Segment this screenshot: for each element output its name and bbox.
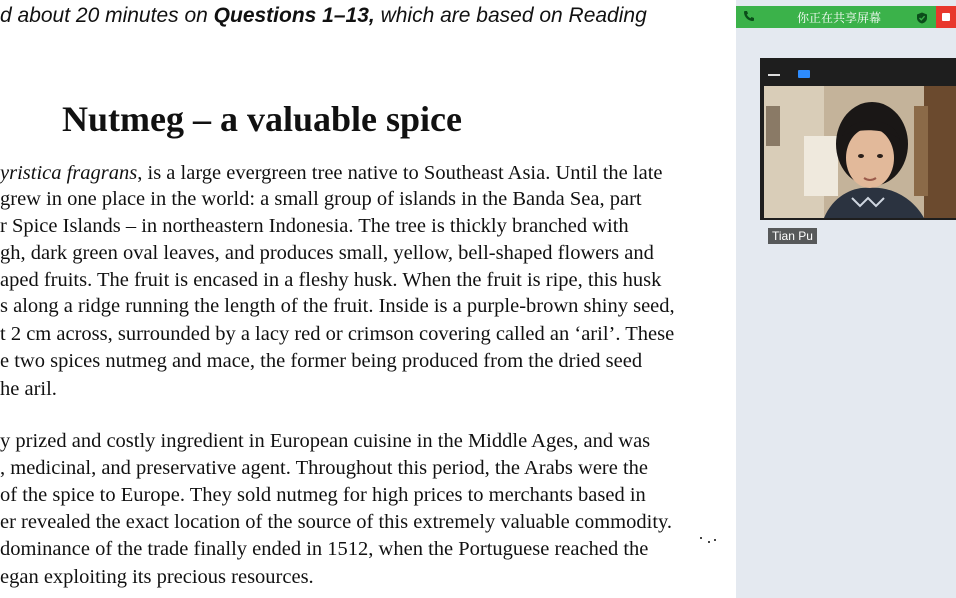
video-panel-toolbar xyxy=(760,58,956,86)
scan-speck xyxy=(714,539,716,541)
paragraph-1-line-4: gh, dark green oval leaves, and produces small, yellow, bell-shaped flowers and xyxy=(0,242,654,264)
stop-share-button[interactable] xyxy=(936,6,956,28)
paragraph-1-line-8: e two spices nutmeg and mace, the former being produced from the dried seed xyxy=(0,350,643,372)
paragraph-1-line-1-text: , is a large evergreen tree native to Southeast Asia. Until the late xyxy=(137,162,663,184)
scan-speck xyxy=(708,541,710,543)
paragraph-1-line-1 xyxy=(0,162,663,185)
passage-title: Nutmeg – a valuable spice xyxy=(62,99,462,139)
paragraph-1-line-6: s along a ridge running the length of the fruit. Inside is a purple-brown shiny seed, xyxy=(0,295,675,317)
paragraph-2-line-4: er revealed the exact location of the source of this extremely valuable commodity. xyxy=(0,511,673,533)
paragraph-2-line-5: dominance of the trade finally ended in 1512, when the Portuguese reached the xyxy=(0,538,649,560)
paragraph-2-line-1: y prized and costly ingredient in European cuisine in the Middle Ages, and was xyxy=(0,430,651,452)
minimize-icon[interactable] xyxy=(768,74,780,76)
stop-share-icon xyxy=(942,13,950,21)
screen-share-bar[interactable] xyxy=(736,6,956,28)
participant-video-feed xyxy=(764,86,956,243)
sharing-status-text: 你正在共享屏幕 xyxy=(796,11,881,25)
species-name: yristica fragrans xyxy=(0,162,138,184)
paragraph-2-line-6: egan exploiting its precious resources. xyxy=(0,566,314,588)
paragraph-1-line-3: r Spice Islands – in northeastern Indonesia. The tree is thickly branched with xyxy=(0,215,629,237)
instruction-end: which are based on Reading xyxy=(374,4,647,27)
paragraph-1-line-5: aped fruits. The fruit is encased in a fleshy husk. When the fruit is ripe, this husk xyxy=(0,269,662,291)
instruction-start: d about 20 minutes on xyxy=(0,4,214,27)
instruction-text xyxy=(0,4,647,28)
shield-icon[interactable] xyxy=(916,11,928,23)
instruction-questions: Questions 1–13, xyxy=(213,4,375,27)
paragraph-1-line-7: t 2 cm across, surrounded by a lacy red or crimson covering called an ‘aril’. These xyxy=(0,323,675,345)
scan-speck xyxy=(700,537,702,539)
paragraph-1-line-9: he aril. xyxy=(0,378,57,400)
camera-icon[interactable] xyxy=(798,70,810,78)
paragraph-1-line-2: grew in one place in the world: a small group of islands in the Banda Sea, part xyxy=(0,188,642,210)
participant-video-image xyxy=(764,86,956,218)
paragraph-2-line-2: , medicinal, and preservative agent. Throughout this period, the Arabs were the xyxy=(0,457,649,479)
participant-name-label: Tian Pu xyxy=(768,228,817,244)
paragraph-2-line-3: of the spice to Europe. They sold nutmeg for high prices to merchants based in xyxy=(0,484,646,506)
participant-video-panel[interactable] xyxy=(760,58,956,243)
phone-icon[interactable] xyxy=(742,10,756,24)
